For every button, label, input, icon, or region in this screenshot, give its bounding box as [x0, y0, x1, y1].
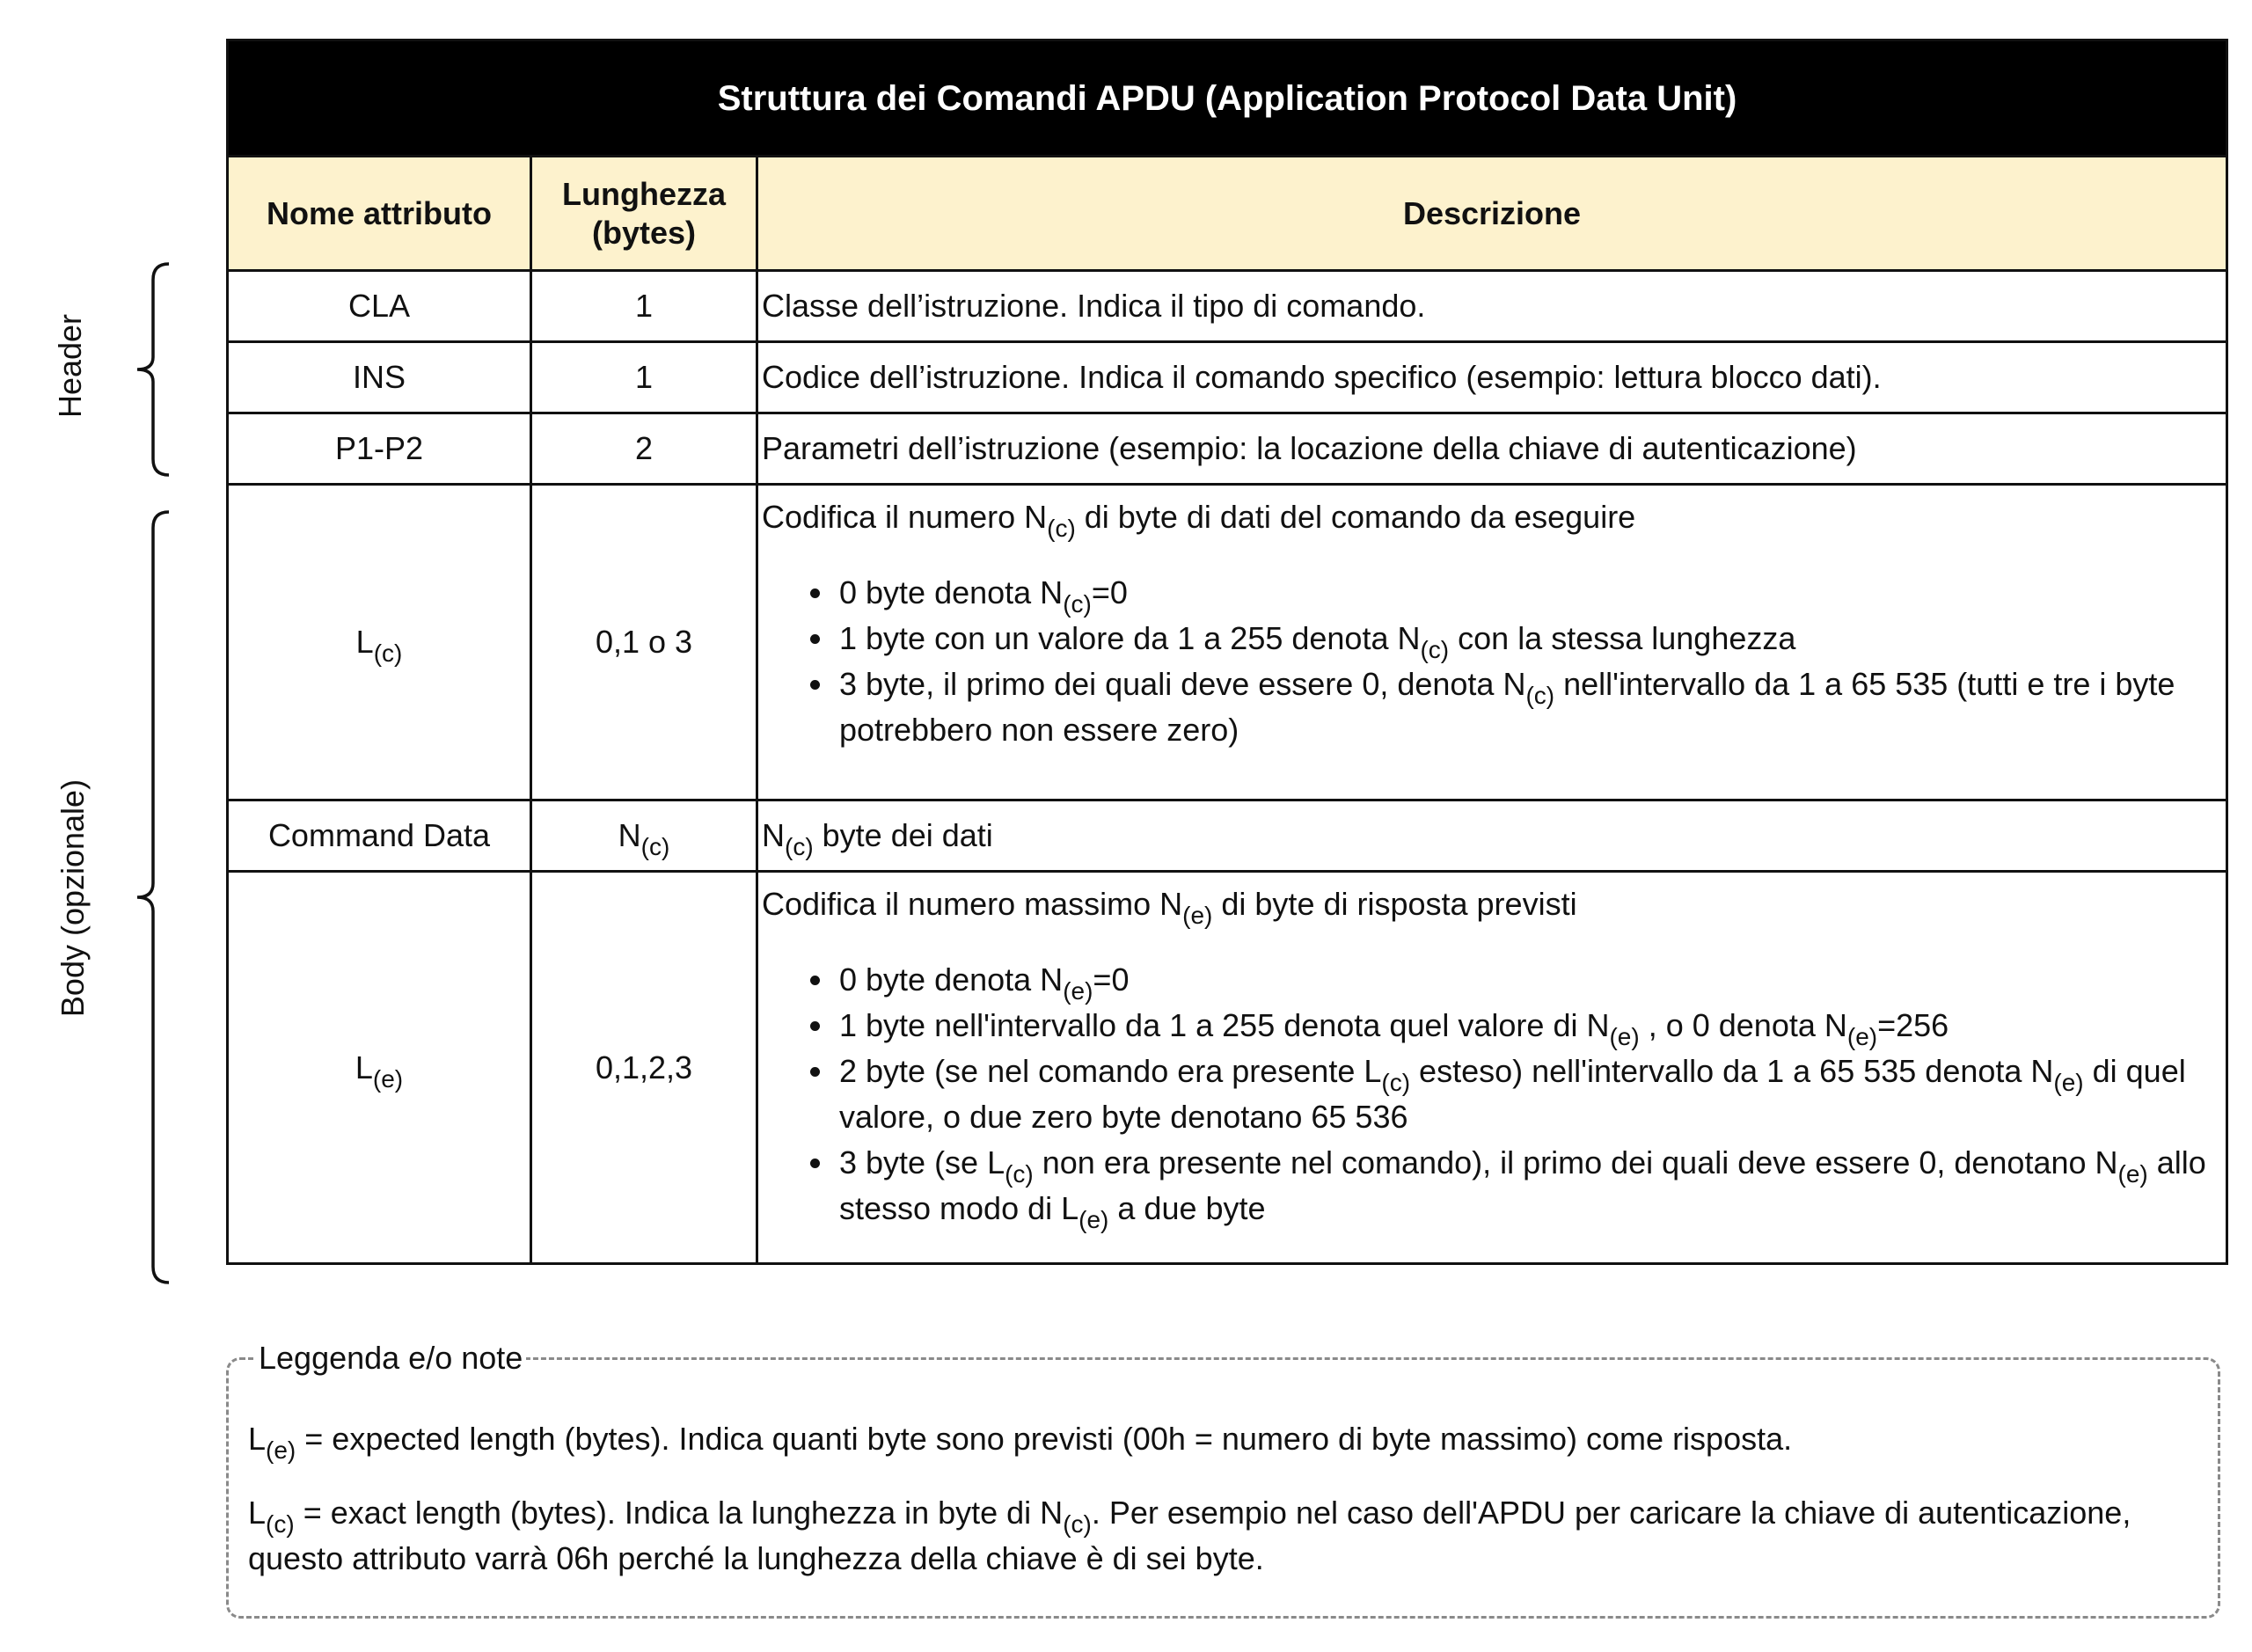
- cell-description: Codice dell’istruzione. Indica il comando specifico (esempio: lettura blocco dati).: [757, 342, 2227, 413]
- cell-name: $L_{(e)}$: [228, 872, 531, 1264]
- legend-box: [226, 1340, 2220, 1619]
- legend-note-lc: $L_{(c)}$ = exact length (bytes). Indica la lunghezza in byte di $N_{(c)}$. Per esempio nel caso dell'APDU per caricare la chiave di autenticazione, questo attributo varrà 06h perché la lunghezza della chiave è di sei byte.: [248, 1495, 2131, 1576]
- legend-note-le: $L_{(e)}$ = expected length (bytes). Indica quanti byte sono previsti (00h = numero di byte massimo) come risposta.: [248, 1421, 1793, 1464]
- header-length: [531, 157, 757, 271]
- list-item: • 2 byte (se nel comando era presente $L_{(c)}$ esteso) nell'intervallo da 1 a 65 535 denota $N_{(e)}$ di quel valore, o due zero byte denotano 65 536: [836, 1049, 2225, 1140]
- cell-length: 0,1 o 3: [531, 485, 757, 800]
- cell-name: Command Data: [228, 800, 531, 872]
- list-item: • 1 byte con un valore da 1 a 255 denota $N_{(c)}$ con la stessa lunghezza: [836, 616, 2225, 662]
- table-row: [228, 872, 2227, 1264]
- header-length-line2: (bytes): [591, 214, 697, 251]
- header-brace: [123, 260, 176, 479]
- header-description: Descrizione: [757, 157, 2227, 271]
- list-item: • 3 byte (se $L_{(c)}$ non era presente nel comando), il primo dei quali deve essere 0, denotano $N_{(e)}$ allo stesso modo di $L_{(e)}$ a due byte: [836, 1140, 2225, 1232]
- header-name: Nome attributo: [228, 157, 531, 271]
- cell-length: 1: [531, 271, 757, 342]
- cell-length: 2: [531, 413, 757, 485]
- list-item: • 1 byte nell'intervallo da 1 a 255 denota quel valore di $N_{(e)}$ , o 0 denota $N_{(e)}=256$: [836, 1003, 2225, 1049]
- side-label-header: Header: [52, 313, 88, 419]
- list-item: • 0 byte denota $N_{(c)}=0$: [836, 570, 2225, 616]
- legend-title: Leggenda e/o note: [255, 1337, 526, 1379]
- table-row: [228, 485, 2227, 800]
- list-item: • 3 byte, il primo dei quali deve essere 0, denota $N_{(c)}$ nell'intervallo da 1 a 65 535 (tutti e tre i byte potrebbero non essere zero): [836, 662, 2225, 753]
- cell-name: INS: [228, 342, 531, 413]
- cell-length: $N_{(c)}$: [531, 800, 757, 872]
- cell-description: Classe dell’istruzione. Indica il tipo di comando.: [757, 271, 2227, 342]
- body-brace: [123, 508, 176, 1286]
- table-title: Struttura dei Comandi APDU (Application Protocol Data Unit): [228, 40, 2227, 157]
- cell-description: [757, 872, 2227, 1264]
- table-row: [228, 800, 2227, 872]
- cell-description: [757, 485, 2227, 800]
- header-length-line1: Lunghezza: [562, 175, 726, 212]
- apdu-table: [226, 39, 2228, 1265]
- list-item: • 0 byte denota $N_{(e)}=0$: [836, 957, 2225, 1003]
- description-intro: Codifica il numero $N_{(c)}$ di byte di dati del comando da eseguire: [762, 499, 1636, 542]
- bullet-list: [762, 570, 2225, 753]
- cell-length: 0,1,2,3: [531, 872, 757, 1264]
- table-row: [228, 271, 2227, 342]
- table-row: [228, 342, 2227, 413]
- cell-name: P1-P2: [228, 413, 531, 485]
- bullet-list: [762, 957, 2225, 1232]
- table-row: [228, 413, 2227, 485]
- description-intro: Codifica il numero massimo $N_{(e)}$ di byte di risposta previsti: [762, 886, 1577, 929]
- side-label-body: Body (opzionale): [55, 778, 91, 1018]
- cell-length: 1: [531, 342, 757, 413]
- cell-description: $N_{(c)}$ byte dei dati: [757, 800, 2227, 872]
- cell-name: CLA: [228, 271, 531, 342]
- cell-description: Parametri dell’istruzione (esempio: la locazione della chiave di autenticazione): [757, 413, 2227, 485]
- cell-name: $L_{(c)}$: [228, 485, 531, 800]
